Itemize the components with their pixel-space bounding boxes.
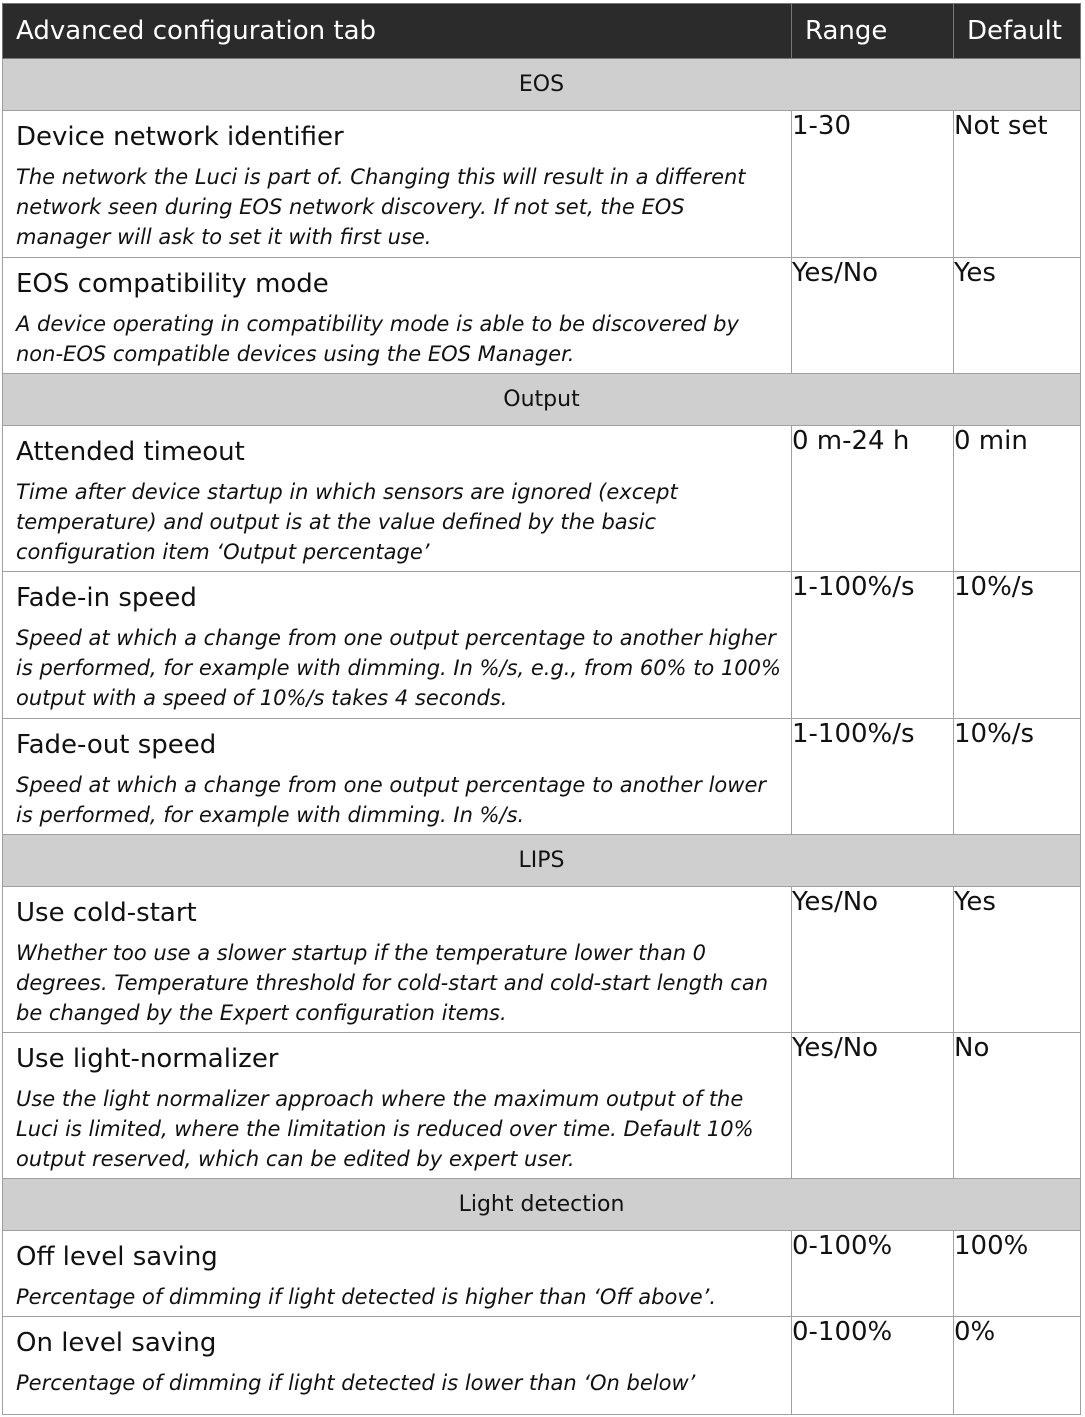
param-cell — [3, 258, 792, 374]
range-cell: Yes/No — [792, 887, 954, 1033]
section-row-lips — [3, 835, 1081, 887]
section-row-eos — [3, 59, 1081, 111]
header-parameter: Advanced configuration tab — [3, 4, 792, 59]
param-name: On level saving — [16, 1328, 217, 1358]
default-cell: Not set — [954, 111, 1081, 258]
param-cell — [3, 1033, 792, 1179]
range-cell: 0-100% — [792, 1231, 954, 1317]
param-description: Whether too use a slower startup if the temperature lower than 0 degrees. Temperature threshold for cold-start and cold-start length can be changed by the Expert configuration items. — [16, 941, 769, 1025]
param-name: Use light-normalizer — [16, 1044, 279, 1074]
param-name: EOS compatibility mode — [16, 269, 329, 299]
range-cell: 0 m-24 h — [792, 426, 954, 572]
table-row — [3, 1033, 1081, 1179]
range-cell: 1-100%/s — [792, 719, 954, 835]
param-name: Fade-out speed — [16, 730, 217, 760]
param-description: Speed at which a change from one output percentage to another lower is performed, for example with dimming. In %/s. — [16, 773, 766, 827]
table-row — [3, 1317, 1081, 1415]
param-cell — [3, 1317, 792, 1415]
param-cell — [3, 111, 792, 258]
table-row — [3, 719, 1081, 835]
default-cell: 100% — [954, 1231, 1081, 1317]
param-description: Percentage of dimming if light detected is higher than ‘Off above’. — [16, 1285, 717, 1309]
param-cell — [3, 1231, 792, 1317]
default-cell: Yes — [954, 258, 1081, 374]
default-cell: 10%/s — [954, 719, 1081, 835]
section-label: Light detection — [3, 1179, 1081, 1231]
header-range: Range — [792, 4, 954, 59]
table-row — [3, 887, 1081, 1033]
range-cell: 1-30 — [792, 111, 954, 258]
default-cell: Yes — [954, 887, 1081, 1033]
section-row-output — [3, 374, 1081, 426]
param-description: A device operating in compatibility mode is able to be discovered by non-EOS compatible devices using the EOS Manager. — [16, 312, 739, 366]
param-description: Time after device startup in which sensors are ignored (except temperature) and output is at the value defined by the basic configuration item ‘Output percentage’ — [16, 480, 678, 564]
param-name: Off level saving — [16, 1242, 218, 1272]
param-name: Attended timeout — [16, 437, 245, 467]
param-description: Percentage of dimming if light detected is lower than ‘On below’ — [16, 1371, 696, 1395]
range-cell: Yes/No — [792, 258, 954, 374]
table-header — [3, 4, 1081, 59]
header-default: Default — [954, 4, 1081, 59]
range-cell: Yes/No — [792, 1033, 954, 1179]
default-cell: 10%/s — [954, 572, 1081, 719]
section-label: Output — [3, 374, 1081, 426]
default-cell: 0% — [954, 1317, 1081, 1415]
param-cell — [3, 426, 792, 572]
param-description: The network the Luci is part of. Changing this will result in a different network seen during EOS network discovery. If not set, the EOS manager will ask to set it with first use. — [16, 165, 746, 249]
section-label: EOS — [3, 59, 1081, 111]
default-cell: 0 min — [954, 426, 1081, 572]
param-cell — [3, 719, 792, 835]
param-description: Speed at which a change from one output percentage to another higher is performed, for example with dimming. In %/s, e.g., from 60% to 100% output with a speed of 10%/s takes 4 seconds. — [16, 626, 781, 710]
table-row — [3, 572, 1081, 719]
param-cell — [3, 572, 792, 719]
param-name: Fade-in speed — [16, 583, 197, 613]
default-cell: No — [954, 1033, 1081, 1179]
param-description: Use the light normalizer approach where the maximum output of the Luci is limited, where the limitation is reduced over time. Default 10% output reserved, which can be edited by expert user. — [16, 1087, 754, 1171]
table-row — [3, 426, 1081, 572]
range-cell: 0-100% — [792, 1317, 954, 1415]
range-cell: 1-100%/s — [792, 572, 954, 719]
table-row — [3, 258, 1081, 374]
param-cell — [3, 887, 792, 1033]
param-name: Use cold-start — [16, 898, 197, 928]
advanced-config-table — [2, 3, 1081, 1415]
table-row — [3, 111, 1081, 258]
param-name: Device network identifier — [16, 122, 344, 152]
table-row — [3, 1231, 1081, 1317]
section-label: LIPS — [3, 835, 1081, 887]
section-row-light-detection — [3, 1179, 1081, 1231]
